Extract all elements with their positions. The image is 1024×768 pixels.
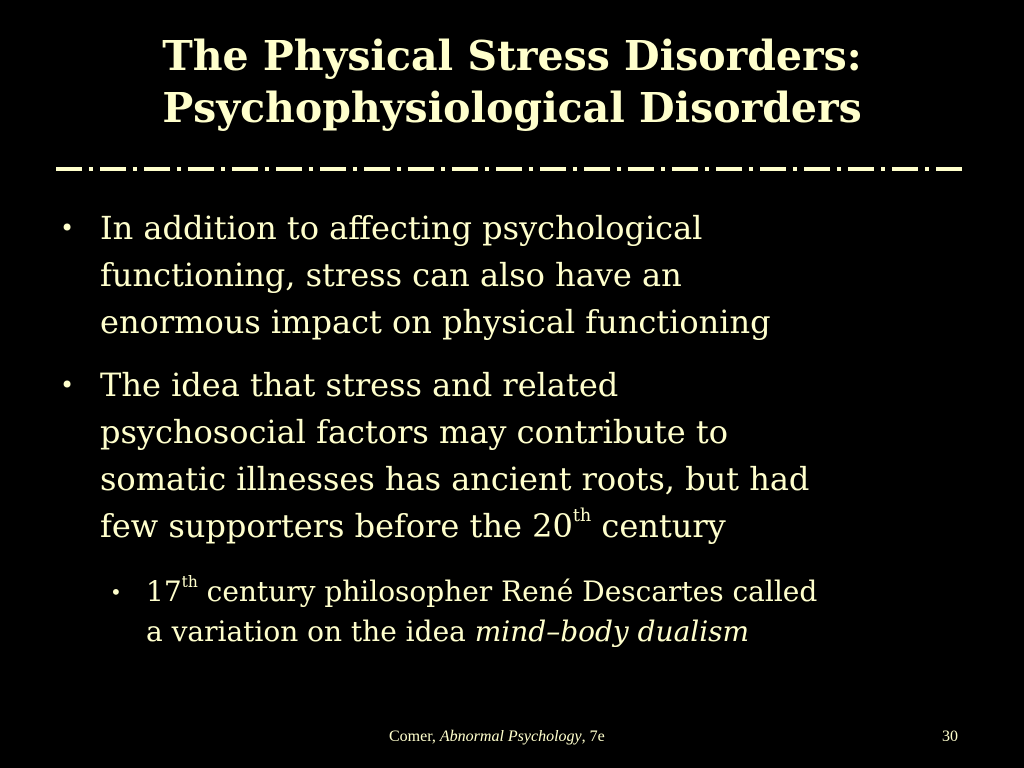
title-divider (56, 162, 974, 176)
bullet-dot: • (60, 214, 75, 242)
sub-bullet-dot: • (110, 580, 122, 604)
sub-bullet-line-1 (146, 572, 976, 612)
sub-bullet-italic-term: mind–body dualism (474, 615, 750, 648)
slide-title (0, 30, 1024, 134)
footer-author: Comer, (389, 728, 440, 745)
bullet-item-1 (56, 205, 976, 346)
bullet-2-line-4 (100, 503, 976, 550)
bullet-2-line-2: psychosocial factors may contribute to (100, 413, 729, 451)
sub-bullet-line-2-text: a variation on the idea (146, 615, 475, 648)
bullet-2-line-4-text: few supporters before the 20 (100, 507, 573, 545)
bullet-2-line-1: The idea that stress and related (100, 366, 619, 404)
title-line-1: The Physical Stress Disorders: (162, 32, 862, 80)
sub-bullet-item (100, 572, 976, 652)
page-number: 30 (942, 728, 958, 745)
footer-book-title: Abnormal Psychology (439, 728, 582, 745)
bullet-2-line-3: somatic illnesses has ancient roots, but had (100, 460, 810, 498)
bullet-list (56, 205, 976, 652)
footer-edition: , 7e (581, 728, 605, 745)
bullet-2-line-4-end: century (591, 507, 726, 545)
bullet-1-line-2: functioning, stress can also have an (100, 256, 682, 294)
bullet-dot: • (60, 371, 75, 399)
superscript-th: th (572, 505, 592, 526)
bullet-item-2 (56, 362, 976, 550)
bullet-1-line-1: In addition to affecting psychological (100, 209, 703, 247)
superscript-th: th (181, 572, 198, 591)
sub-bullet-line-2 (146, 612, 976, 652)
title-line-2: Psychophysiological Disorders (162, 84, 862, 132)
bullet-1-line-3: enormous impact on physical functioning (100, 303, 771, 341)
footer-citation (389, 728, 605, 746)
sub-bullet-line-1-rest: century philosopher René Descartes called (197, 575, 818, 608)
sub-bullet-prefix: 17 (146, 575, 182, 608)
